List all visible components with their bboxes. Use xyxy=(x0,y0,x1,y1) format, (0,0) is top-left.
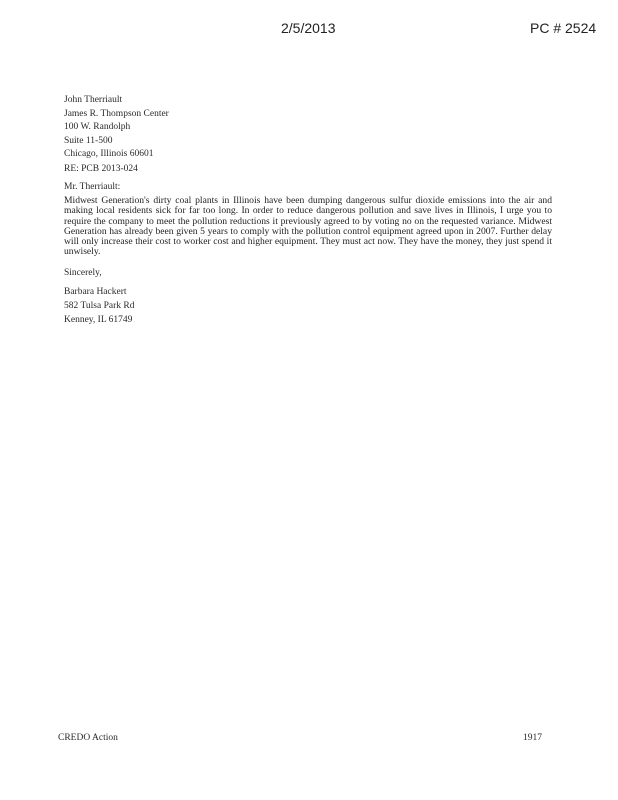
signer-name: Barbara Hackert xyxy=(64,287,127,297)
closing: Sincerely, xyxy=(64,268,102,278)
recipient-building: James R. Thompson Center xyxy=(64,108,169,119)
header-pc-number: PC # 2524 xyxy=(530,20,597,36)
footer-page-number: 1917 xyxy=(523,733,542,743)
signature-block xyxy=(64,286,134,327)
recipient-name: John Therriault xyxy=(64,95,123,105)
recipient-suite: Suite 11-500 xyxy=(64,135,113,146)
recipient-city: Chicago, Illinois 60601 xyxy=(64,149,154,160)
footer-organization: CREDO Action xyxy=(58,733,118,743)
recipient-address xyxy=(64,94,169,162)
salutation: Mr. Therriault: xyxy=(64,182,121,192)
signer-city: Kenney, IL 61749 xyxy=(64,314,133,325)
header-date: 2/5/2013 xyxy=(281,20,336,36)
letter-body: Midwest Generation's dirty coal plants in Illinois have been dumping dangerous sulfur dioxide emissions into the air and making local residents sick for far too long. In order to reduce dangerous pollution and save lives in Illinois, I urge you to require the company to meet the pollution reductions it previously agreed to by voting no on the requested variance. Midwest Generation has already been given 5 years to comply with the pollution control equipment agreed upon in 2007. Further delay will only increase their cost to worker cost and higher equipment. They must act now. They have the money, they just spend it unwisely. xyxy=(64,195,552,258)
reference-line: RE: PCB 2013-024 xyxy=(64,164,138,174)
signer-street: 582 Tulsa Park Rd xyxy=(64,300,135,311)
recipient-street: 100 W. Randolph xyxy=(64,122,131,133)
